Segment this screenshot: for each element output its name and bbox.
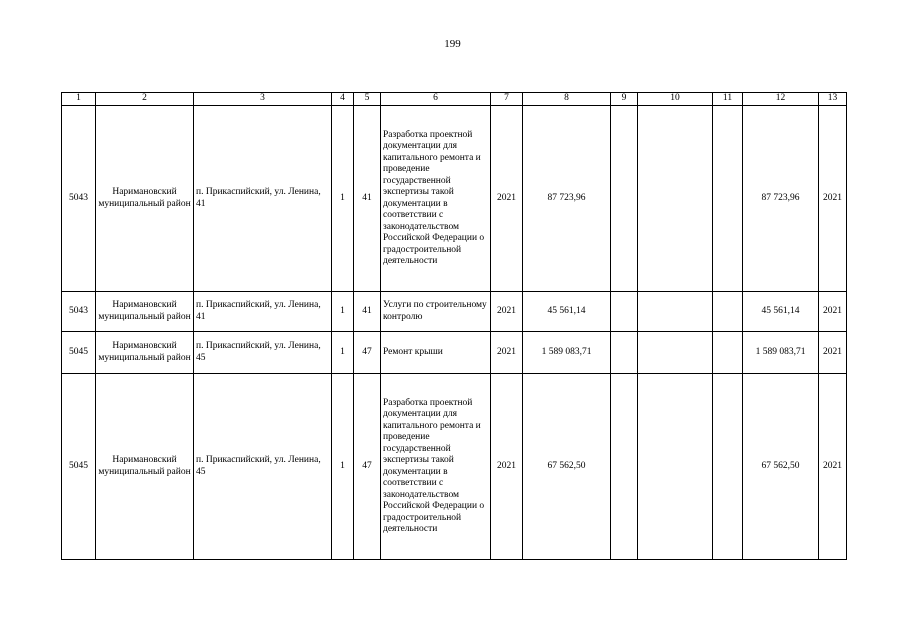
cell-work-type: Разработка проектной документации для капитального ремонта и проведение государственной экспертизы такой документации в соответствии с законодательством Российской Федерации о градостроительной деятельности [381, 106, 491, 292]
page-number: 199 [444, 38, 461, 50]
cell-address: п. Прикаспийский, ул. Ленина, 41 [194, 292, 332, 332]
cell-year-end: 2021 [819, 374, 847, 560]
column-header: 12 [743, 93, 819, 106]
cell-id: 5045 [62, 332, 96, 374]
cell-col4: 1 [332, 292, 354, 332]
cell-year: 2021 [491, 374, 523, 560]
column-number-row [62, 93, 847, 106]
cell-col5: 47 [354, 374, 381, 560]
table-row [62, 332, 847, 374]
cell-district: Наримановский муниципальный район [96, 106, 194, 292]
column-header: 1 [62, 93, 96, 106]
column-header: 6 [381, 93, 491, 106]
table-row [62, 374, 847, 560]
cell-total-amount: 45 561,14 [523, 292, 611, 332]
cell-id: 5045 [62, 374, 96, 560]
column-header: 10 [638, 93, 713, 106]
cell-col5: 41 [354, 106, 381, 292]
cell-district: Наримановский муниципальный район [96, 374, 194, 560]
cell-id: 5043 [62, 292, 96, 332]
cell-col9 [611, 106, 638, 292]
cell-col4: 1 [332, 332, 354, 374]
cell-work-type: Ремонт крыши [381, 332, 491, 374]
column-header: 9 [611, 93, 638, 106]
cell-total-amount: 87 723,96 [523, 106, 611, 292]
column-header: 2 [96, 93, 194, 106]
cell-amount: 45 561,14 [743, 292, 819, 332]
cell-district: Наримановский муниципальный район [96, 332, 194, 374]
cell-total-amount: 1 589 083,71 [523, 332, 611, 374]
cell-work-type: Услуги по строительному контролю [381, 292, 491, 332]
cell-address: п. Прикаспийский, ул. Ленина, 41 [194, 106, 332, 292]
cell-col9 [611, 374, 638, 560]
cell-work-type: Разработка проектной документации для капитального ремонта и проведение государственной экспертизы такой документации в соответствии с законодательством Российской Федерации о градостроительной деятельности [381, 374, 491, 560]
cell-col9 [611, 292, 638, 332]
cell-col11 [713, 292, 743, 332]
cell-total-amount: 67 562,50 [523, 374, 611, 560]
column-header: 8 [523, 93, 611, 106]
cell-col9 [611, 332, 638, 374]
cell-col10 [638, 332, 713, 374]
column-header: 11 [713, 93, 743, 106]
cell-col10 [638, 292, 713, 332]
cell-col5: 41 [354, 292, 381, 332]
cell-col11 [713, 332, 743, 374]
cell-year-end: 2021 [819, 292, 847, 332]
cell-year-end: 2021 [819, 106, 847, 292]
cell-address: п. Прикаспийский, ул. Ленина, 45 [194, 332, 332, 374]
cell-col11 [713, 106, 743, 292]
column-header: 5 [354, 93, 381, 106]
cell-col10 [638, 374, 713, 560]
cell-col10 [638, 106, 713, 292]
table-row [62, 106, 847, 292]
cell-col4: 1 [332, 374, 354, 560]
cell-year-end: 2021 [819, 332, 847, 374]
column-header: 3 [194, 93, 332, 106]
cell-col11 [713, 374, 743, 560]
cell-amount: 1 589 083,71 [743, 332, 819, 374]
cell-year: 2021 [491, 106, 523, 292]
column-header: 13 [819, 93, 847, 106]
cell-amount: 67 562,50 [743, 374, 819, 560]
cell-district: Наримановский муниципальный район [96, 292, 194, 332]
cell-address: п. Прикаспийский, ул. Ленина, 45 [194, 374, 332, 560]
cell-col5: 47 [354, 332, 381, 374]
cell-year: 2021 [491, 292, 523, 332]
cell-year: 2021 [491, 332, 523, 374]
column-header: 7 [491, 93, 523, 106]
cell-col4: 1 [332, 106, 354, 292]
table-row [62, 292, 847, 332]
cell-amount: 87 723,96 [743, 106, 819, 292]
cell-id: 5043 [62, 106, 96, 292]
register-table [61, 92, 847, 560]
column-header: 4 [332, 93, 354, 106]
